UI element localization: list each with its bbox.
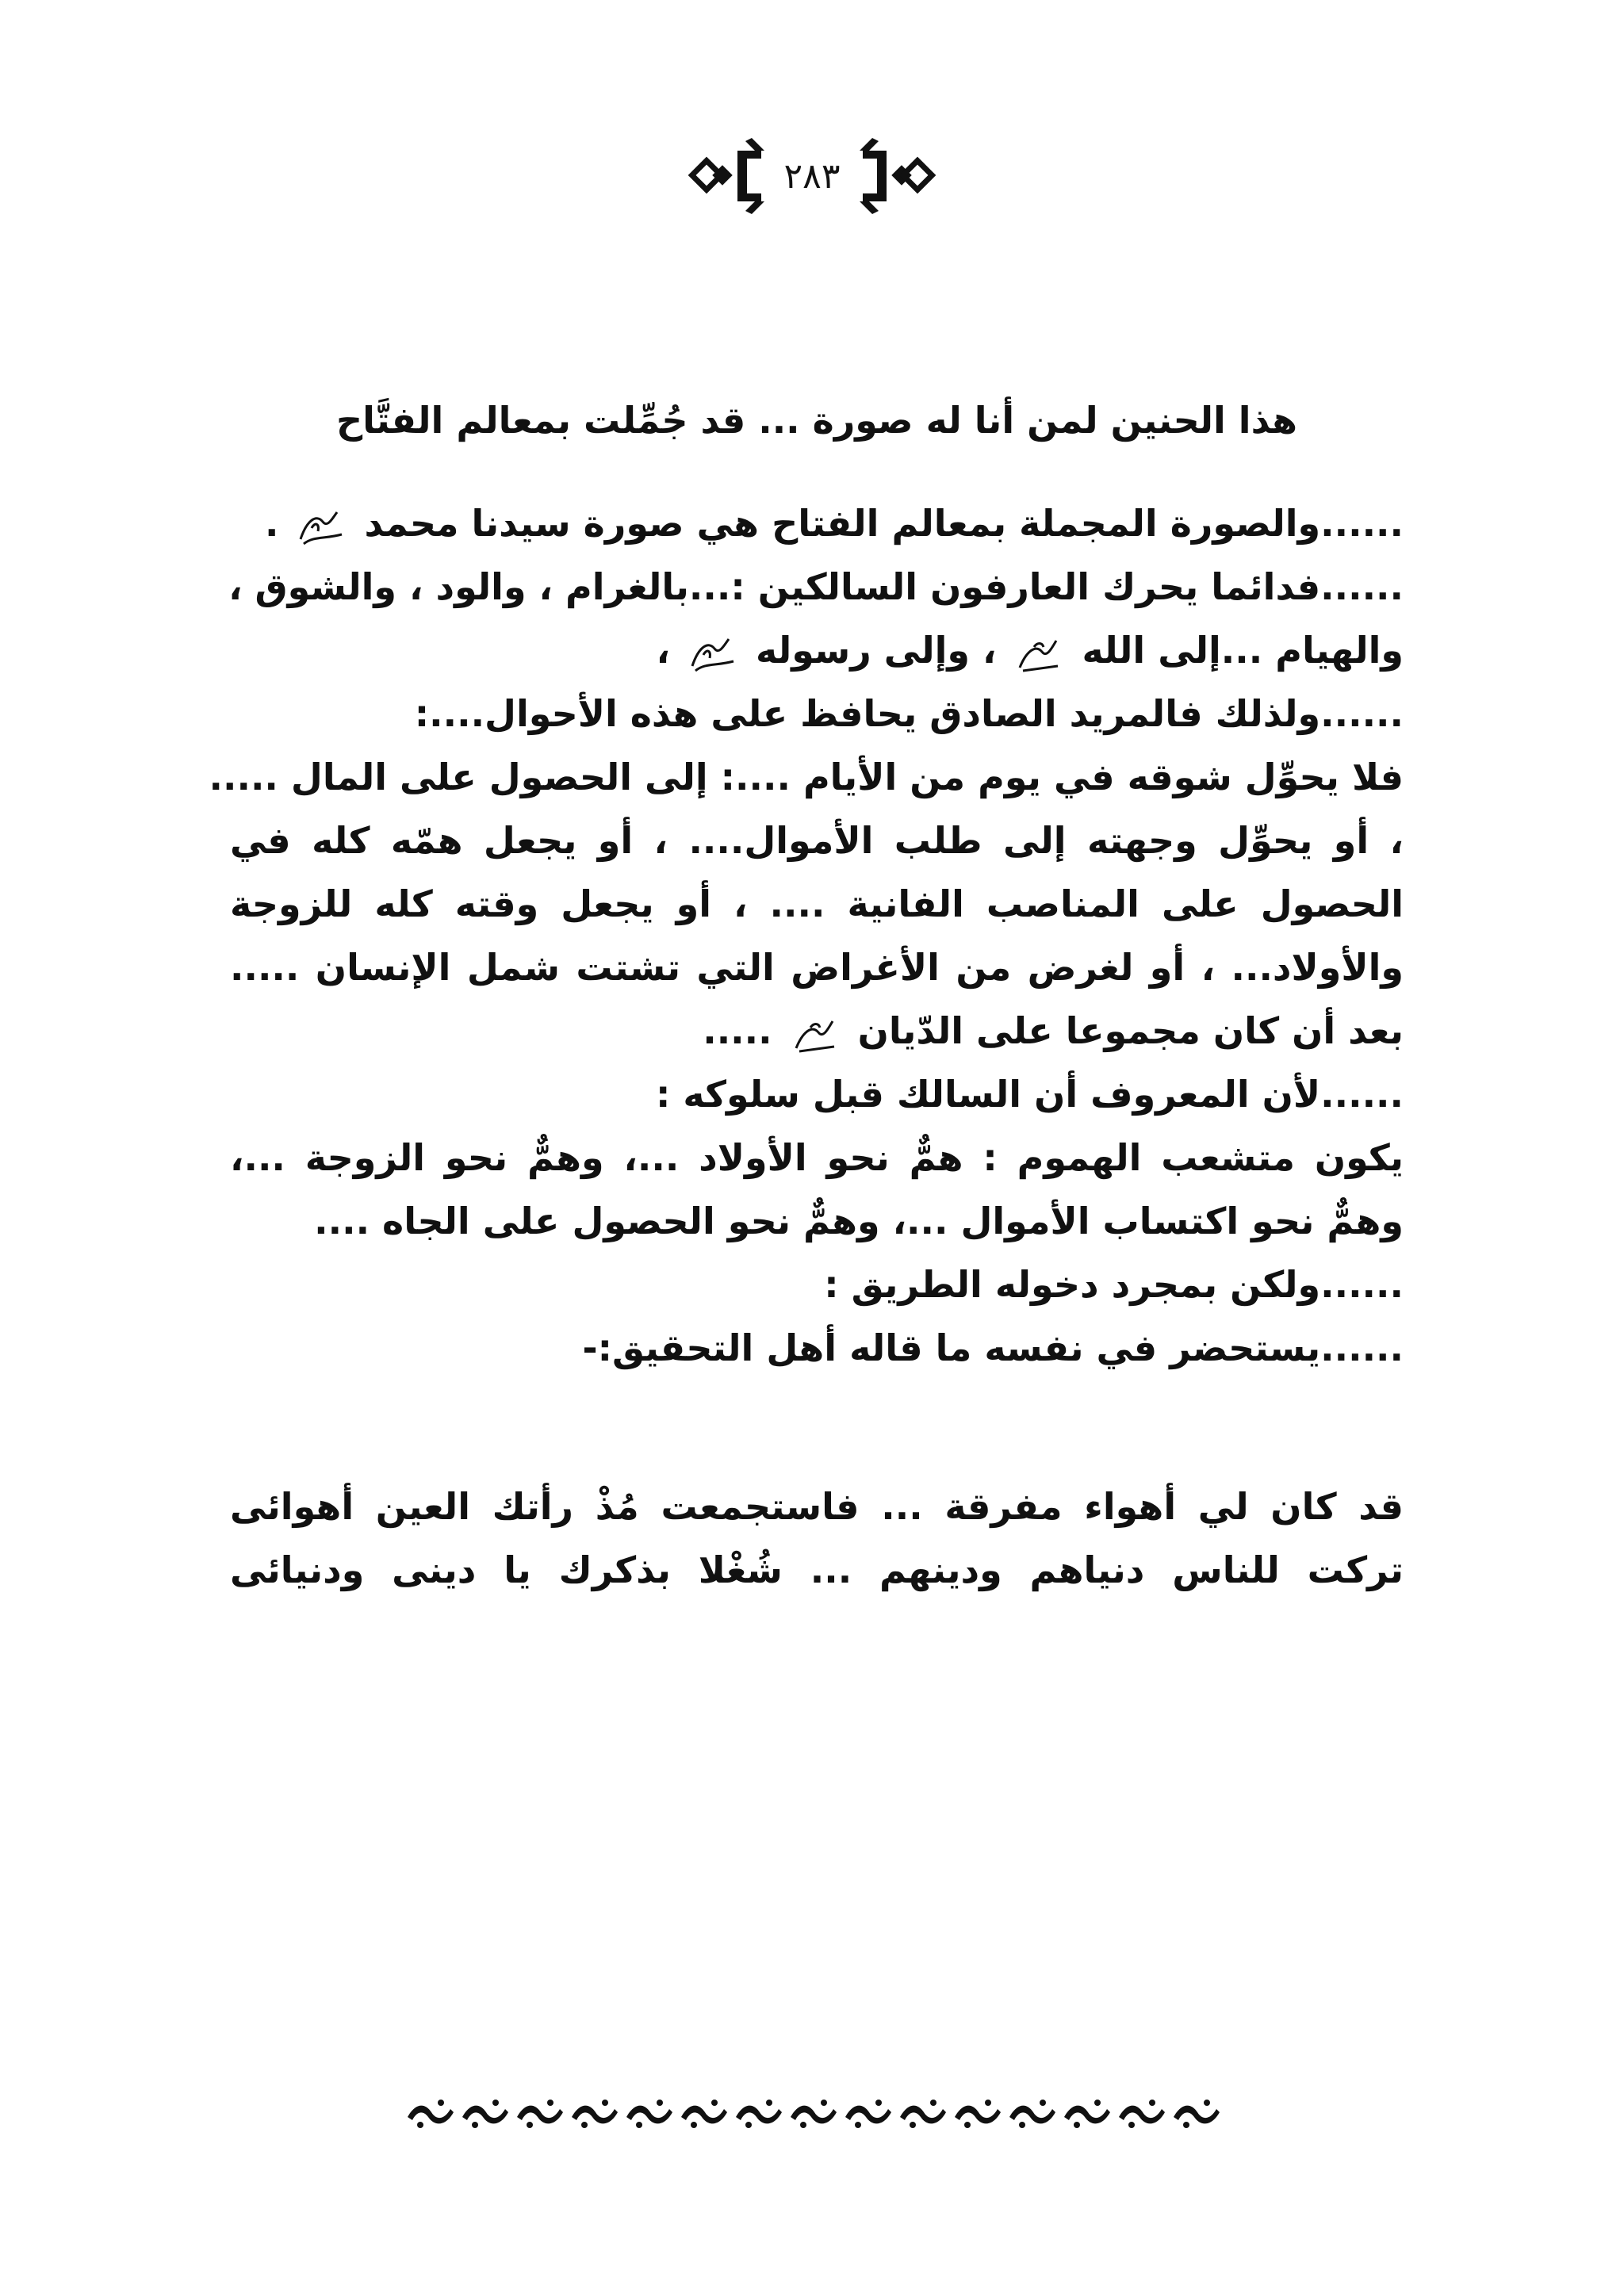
line-text: ......والصورة المجملة بمعالم الفتاح هي صورة سيدنا محمد: [364, 502, 1404, 545]
line-text: ......لأن المعروف أن السالك قبل سلوكه :: [655, 1073, 1404, 1116]
line-text: والأولاد... ، أو لغرض من الأغراض التي تشتت شمل الإنسان .....: [230, 946, 1404, 989]
line-text: ، وإلى رسوله: [756, 629, 997, 672]
line-text: ......يستحضر في نفسه ما قاله أهل التحقيق:-: [582, 1326, 1404, 1369]
line-text: يكون متشعب الهموم : همٌّ نحو الأولاد ...، وهمٌّ نحو الزوجة ...،: [230, 1136, 1404, 1179]
verse-line: [230, 1475, 1404, 1538]
page-header: [0, 127, 1624, 230]
line-text: .....: [703, 1009, 772, 1052]
text-line: [230, 936, 1404, 999]
page-number: ٢٨٣: [783, 156, 841, 197]
text-line: [230, 1253, 1404, 1316]
line-text: وهمٌّ نحو اكتساب الأموال ...، وهمٌّ نحو الحصول على الجاه ....: [314, 1200, 1404, 1242]
text-line: [230, 1316, 1404, 1380]
text-line: [230, 492, 1404, 555]
verse-line: [230, 1538, 1404, 1602]
line-text: والهيام ...إلى الله: [1082, 629, 1404, 672]
poem-title-line: [230, 389, 1404, 452]
line-text: ......فدائما يحرك العارفون السالكين :...بالغرام ، والود ، والشوق ،: [228, 565, 1404, 608]
text-line: [230, 682, 1404, 745]
text-line: [230, 1189, 1404, 1253]
text-line: [230, 872, 1404, 936]
line-text: فلا يحوِّل شوقه في يوم من الأيام ....: إلى الحصول على المال .....: [209, 756, 1404, 798]
text-line: [230, 809, 1404, 872]
line-text: ......ولذلك فالمريد الصادق يحافظ على هذه الأحوال....:: [414, 692, 1404, 735]
verse-text: تركت للناس دنياهم ودينهم ... شُغْلا بذكرك يا دينى ودنيائى: [230, 1548, 1404, 1591]
line-text: الحصول على المناصب الفانية .... ، أو يجعل وقته كله للزوجة: [230, 882, 1404, 925]
honorific-saw-seal: [688, 631, 738, 676]
line-text: ، أو يحوِّل وجهته إلى طلب الأموال.... ، أو يجعل همّه كله في: [230, 819, 1404, 862]
poem-title: هذا الحنين لمن أنا له صورة ... قد جُمِّلت بمعالم الفتَّاح: [335, 399, 1298, 442]
text-line: [230, 1126, 1404, 1189]
text-line: [230, 1062, 1404, 1126]
text-line: [230, 618, 1404, 682]
line-text: ،: [656, 629, 671, 672]
line-text: .: [264, 502, 279, 545]
line-text: بعد أن كان مجموعا على الدّيان: [857, 1009, 1404, 1052]
text-line: [209, 745, 1404, 809]
honorific-saw-seal: [296, 504, 347, 549]
footer-ornament-divider: [404, 2093, 1221, 2133]
text-line: [230, 555, 1404, 618]
honorific-azza-wajal-seal: [790, 1012, 841, 1056]
honorific-azza-wajal-seal: [1013, 631, 1064, 676]
line-text: ......ولكن بمجرد دخوله الطريق :: [824, 1263, 1404, 1306]
text-line: [230, 999, 1404, 1062]
verse-text: قد كان لي أهواء مفرقة ... فاستجمعت مُذْ رأتك العين أهوائى: [230, 1485, 1404, 1528]
